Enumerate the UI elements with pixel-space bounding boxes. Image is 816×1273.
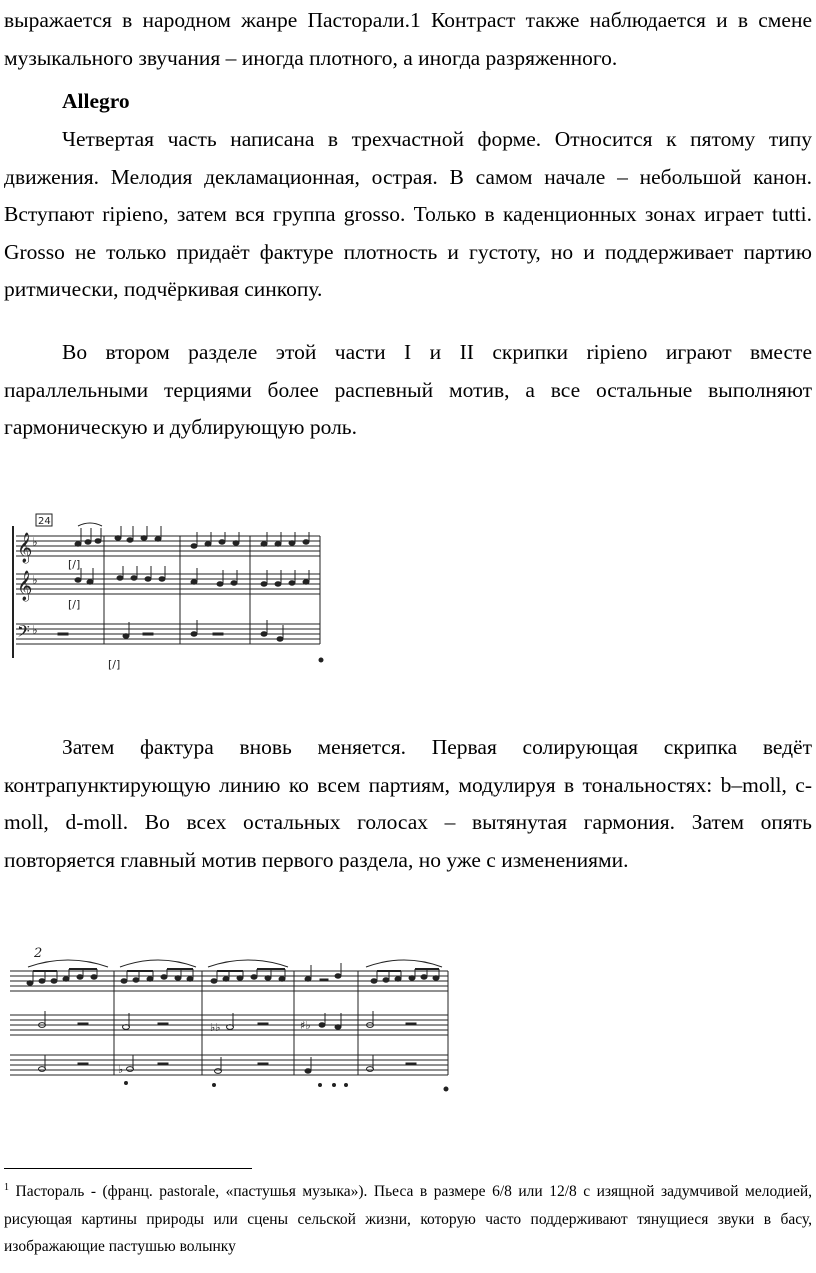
footnote [4,1178,812,1261]
measure-number: 24 [38,516,51,527]
svg-text:𝄞: 𝄞 [17,571,33,601]
svg-text:♭♭: ♭♭ [210,1021,221,1034]
score-1-drawing [8,508,324,673]
svg-text:♯♭: ♯♭ [300,1019,311,1032]
svg-text:♭: ♭ [32,623,38,637]
svg-text:𝄢: 𝄢 [17,621,30,645]
svg-text:♭: ♭ [32,573,38,587]
music-score-excerpt-2 [8,943,450,1095]
part-mark-2: [/] [68,598,81,611]
svg-text:♭: ♭ [118,1063,124,1076]
part-mark-1: [/] [68,558,81,571]
footnote-text: Пастораль - (франц. pastorale, «пастушья музыка»). Пьеса в размере 6/8 или 12/8 с изящной задумчивой мелодией, рисующая картины природы или сцены сельской жизни, которую часто поддерживают тянущиеся звуки в басу, изображающие пастушью волынку [4,1183,812,1255]
tempo-mark: 2 [34,946,43,961]
footnote-separator [4,1168,252,1169]
paragraph-texture-change: Затем фактура вновь меняется. Первая солирующая скрипка ведёт контрапунктирующую линию ко всем партиям, модулируя в тональностях: b–moll, c-moll, d-moll. Во всех остальных голосах – вытянутая гармония. Затем опять повторяется главный мотив первого раздела, но уже с изменениями. [4,735,812,872]
footnote-marker: 1 [4,1181,9,1193]
paragraph-fourth-part: Четвертая часть написана в трехчастной форме. Относится к пятому типу движения. Мелодия декламационная, острая. В самом начале – небольшой канон. Вступают ripieno, затем вся группа grosso. Только в каденционных зонах играет tutti. Grosso не только придаёт фактуре плотность и густоту, но и поддерживает партию ритмически, подчёркивая синкопу. [4,127,812,301]
svg-text:𝄞: 𝄞 [17,533,33,563]
paragraph-continuation: выражается в народном жанре Пасторали.1 Контраст также наблюдается и в смене музыкального звучания – иногда плотного, а иногда разряженного. [4,8,812,70]
svg-text:♭: ♭ [32,535,38,549]
section-heading-allegro: Allegro [62,89,130,113]
score-2-drawing [8,943,450,1095]
part-mark-3: [/] [108,658,121,671]
paragraph-second-section: Во втором разделе этой части I и II скрипки ripieno играют вместе параллельными терциями более распевный мотив, а все остальные выполняют гармоническую и дублирующую роль. [4,340,812,439]
music-score-excerpt-1 [8,508,324,673]
